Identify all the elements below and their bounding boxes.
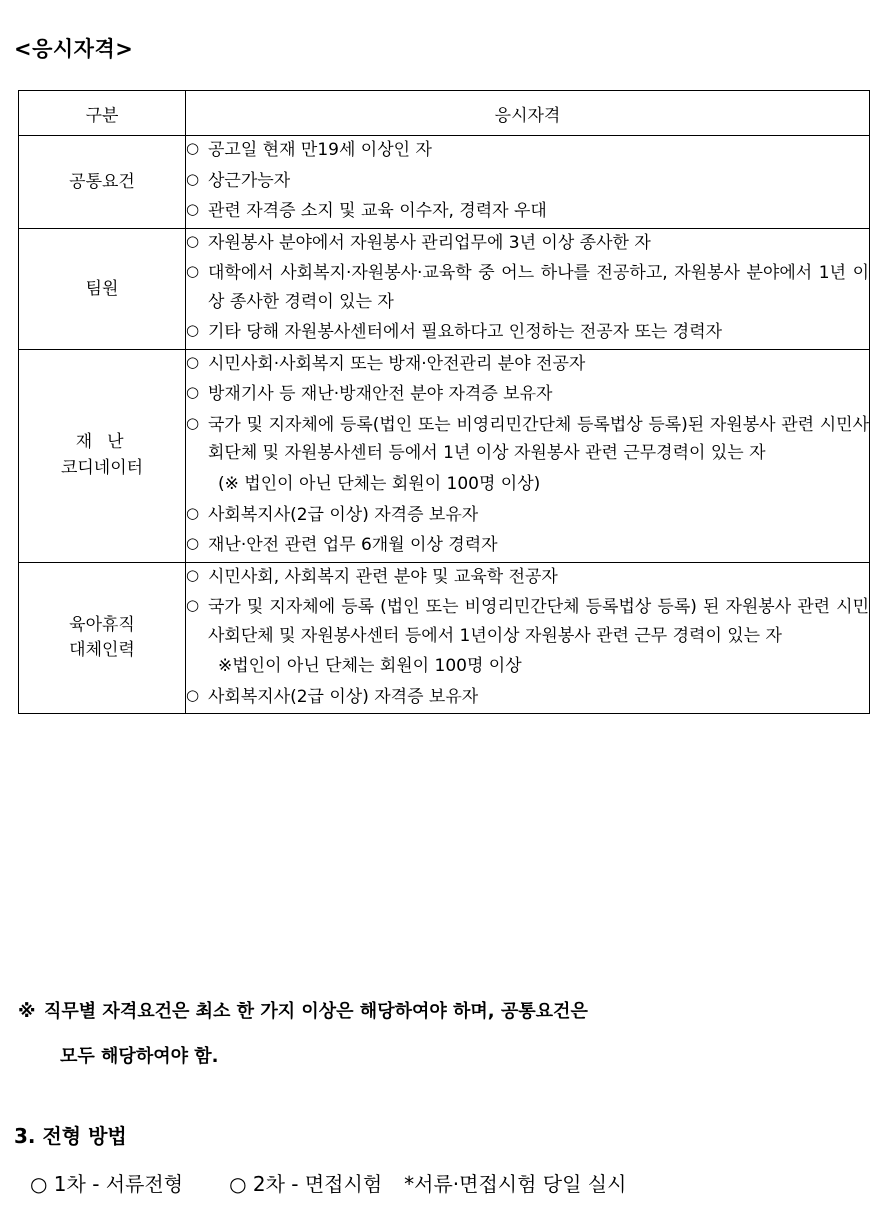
method-item-1: ○ 1차 - 서류전형: [30, 1172, 184, 1196]
row-label-line1: 재 난: [75, 432, 129, 453]
row-content-common: [186, 136, 870, 229]
list-item-text: 국가 및 지자체에 등록 (법인 또는 비영리민간단체 등록법상 등록) 된 자원봉사 관련 시민사회단체 및 자원봉사센터 등에서 1년이상 자원봉사 관련 근무 경력이 있는 자: [208, 597, 869, 646]
bullet-circle-icon: ○: [186, 413, 200, 432]
section-heading-method: 3. 전형 방법: [14, 1124, 127, 1148]
bullet-circle-icon: ○: [186, 352, 200, 371]
list-item: [186, 501, 869, 530]
list-item-text: 대학에서 사회복지·자원봉사·교육학 중 어느 하나를 전공하고, 자원봉사 분야에서 1년 이상 종사한 경력이 있는 자: [208, 263, 869, 312]
bullet-circle-icon: ○: [186, 534, 200, 553]
footnote-text-1: 직무별 자격요건은 최소 한 가지 이상은 해당하여야 하며, 공통요건은: [44, 1001, 588, 1022]
list-item-text: 국가 및 지자체에 등록(법인 또는 비영리민간단체 등록법상 등록)된 자원봉사 관련 시민사회단체 및 자원봉사센터 등에서 1년 이상 자원봉사 관련 근무경력이 있는 자: [208, 414, 869, 464]
list-item-text: 관련 자격증 소지 및 교육 이수자, 경력자 우대: [208, 201, 547, 222]
list-item: [186, 683, 869, 712]
bullet-circle-icon: ○: [186, 565, 200, 584]
bullet-circle-icon: ○: [186, 262, 200, 281]
row-label-line2: 대체인력: [69, 640, 135, 661]
list-item: [186, 167, 869, 196]
row-label-line2: 코디네이터: [60, 457, 144, 478]
table-header-row: [19, 91, 870, 136]
list-item-text: 공고일 현재 만19세 이상인 자: [208, 140, 432, 160]
bullet-circle-icon: ○: [186, 596, 200, 615]
row-content-member: [186, 228, 870, 349]
list-item-text: 사회복지사(2급 이상) 자격증 보유자: [208, 686, 479, 707]
table-row-parental-leave-substitute: [19, 562, 870, 714]
list-item-text: 시민사회, 사회복지 관련 분야 및 교육학 전공자: [208, 566, 558, 587]
list-item-text: 기타 당해 자원봉사센터에서 필요하다고 인정하는 전공자 또는 경력자: [208, 322, 723, 343]
list-item-text: (※ 법인이 아닌 단체는 회원이 100명 이상): [218, 474, 541, 495]
list-item-text: 재난·안전 관련 업무 6개월 이상 경력자: [208, 535, 498, 556]
list-item: [186, 411, 869, 468]
list-item: [186, 563, 869, 592]
list-item-text: 방재기사 등 재난·방재안전 분야 자격증 보유자: [208, 384, 553, 405]
list-item-note: [186, 652, 869, 681]
list-item: [186, 197, 869, 226]
bullet-circle-icon: ○: [186, 383, 200, 402]
list-item-text: ※법인이 아닌 단체는 회원이 100명 이상: [218, 656, 522, 677]
list-item-note: [186, 470, 869, 499]
footnote-line-1: [18, 995, 870, 1029]
list-item: [186, 259, 869, 316]
row-label-disaster-coordinator: [19, 349, 186, 562]
bullet-circle-icon: ○: [186, 321, 200, 340]
bullet-circle-icon: ○: [186, 169, 200, 188]
page-title: <응시자격>: [14, 37, 134, 61]
list-item: [186, 350, 869, 379]
row-label-member: 팀원: [19, 228, 186, 349]
table-row-disaster-coordinator: [19, 349, 870, 562]
table-row-member: [19, 228, 870, 349]
footnote-line-2: 모두 해당하여야 함.: [60, 1046, 219, 1067]
header-cell-qualification: 응시자격: [186, 91, 870, 136]
qualification-table: [18, 90, 870, 714]
list-item: [186, 593, 869, 650]
list-item-text: 시민사회·사회복지 또는 방재·안전관리 분야 전공자: [208, 353, 586, 374]
list-item-text: 사회복지사(2급 이상) 자격증 보유자: [208, 504, 479, 525]
header-cell-category: 구분: [19, 91, 186, 136]
row-content-parental-leave-substitute: [186, 562, 870, 714]
bullet-circle-icon: ○: [186, 200, 200, 219]
row-label-parental-leave-substitute: [19, 562, 186, 714]
row-label-line1: 육아휴직: [69, 614, 135, 635]
method-list: [30, 1168, 626, 1197]
row-label-common: 공통요건: [19, 136, 186, 229]
table-row-common: [19, 136, 870, 229]
list-item: [186, 229, 869, 258]
bullet-circle-icon: ○: [186, 231, 200, 250]
list-item: [186, 531, 869, 560]
list-item-text: 자원봉사 분야에서 자원봉사 관리업무에 3년 이상 종사한 자: [208, 232, 651, 253]
list-item-text: 상근가능자: [208, 170, 291, 191]
bullet-circle-icon: ○: [186, 139, 200, 157]
bullet-circle-icon: ○: [186, 503, 200, 522]
method-note: *서류·면접시험 당일 실시: [404, 1172, 627, 1196]
method-item-2: ○ 2차 - 면접시험: [229, 1172, 383, 1196]
reference-mark-icon: ※: [18, 1001, 36, 1022]
list-item: [186, 136, 869, 165]
bullet-circle-icon: ○: [186, 685, 200, 704]
list-item: [186, 380, 869, 409]
row-content-disaster-coordinator: [186, 349, 870, 562]
list-item: [186, 318, 869, 347]
